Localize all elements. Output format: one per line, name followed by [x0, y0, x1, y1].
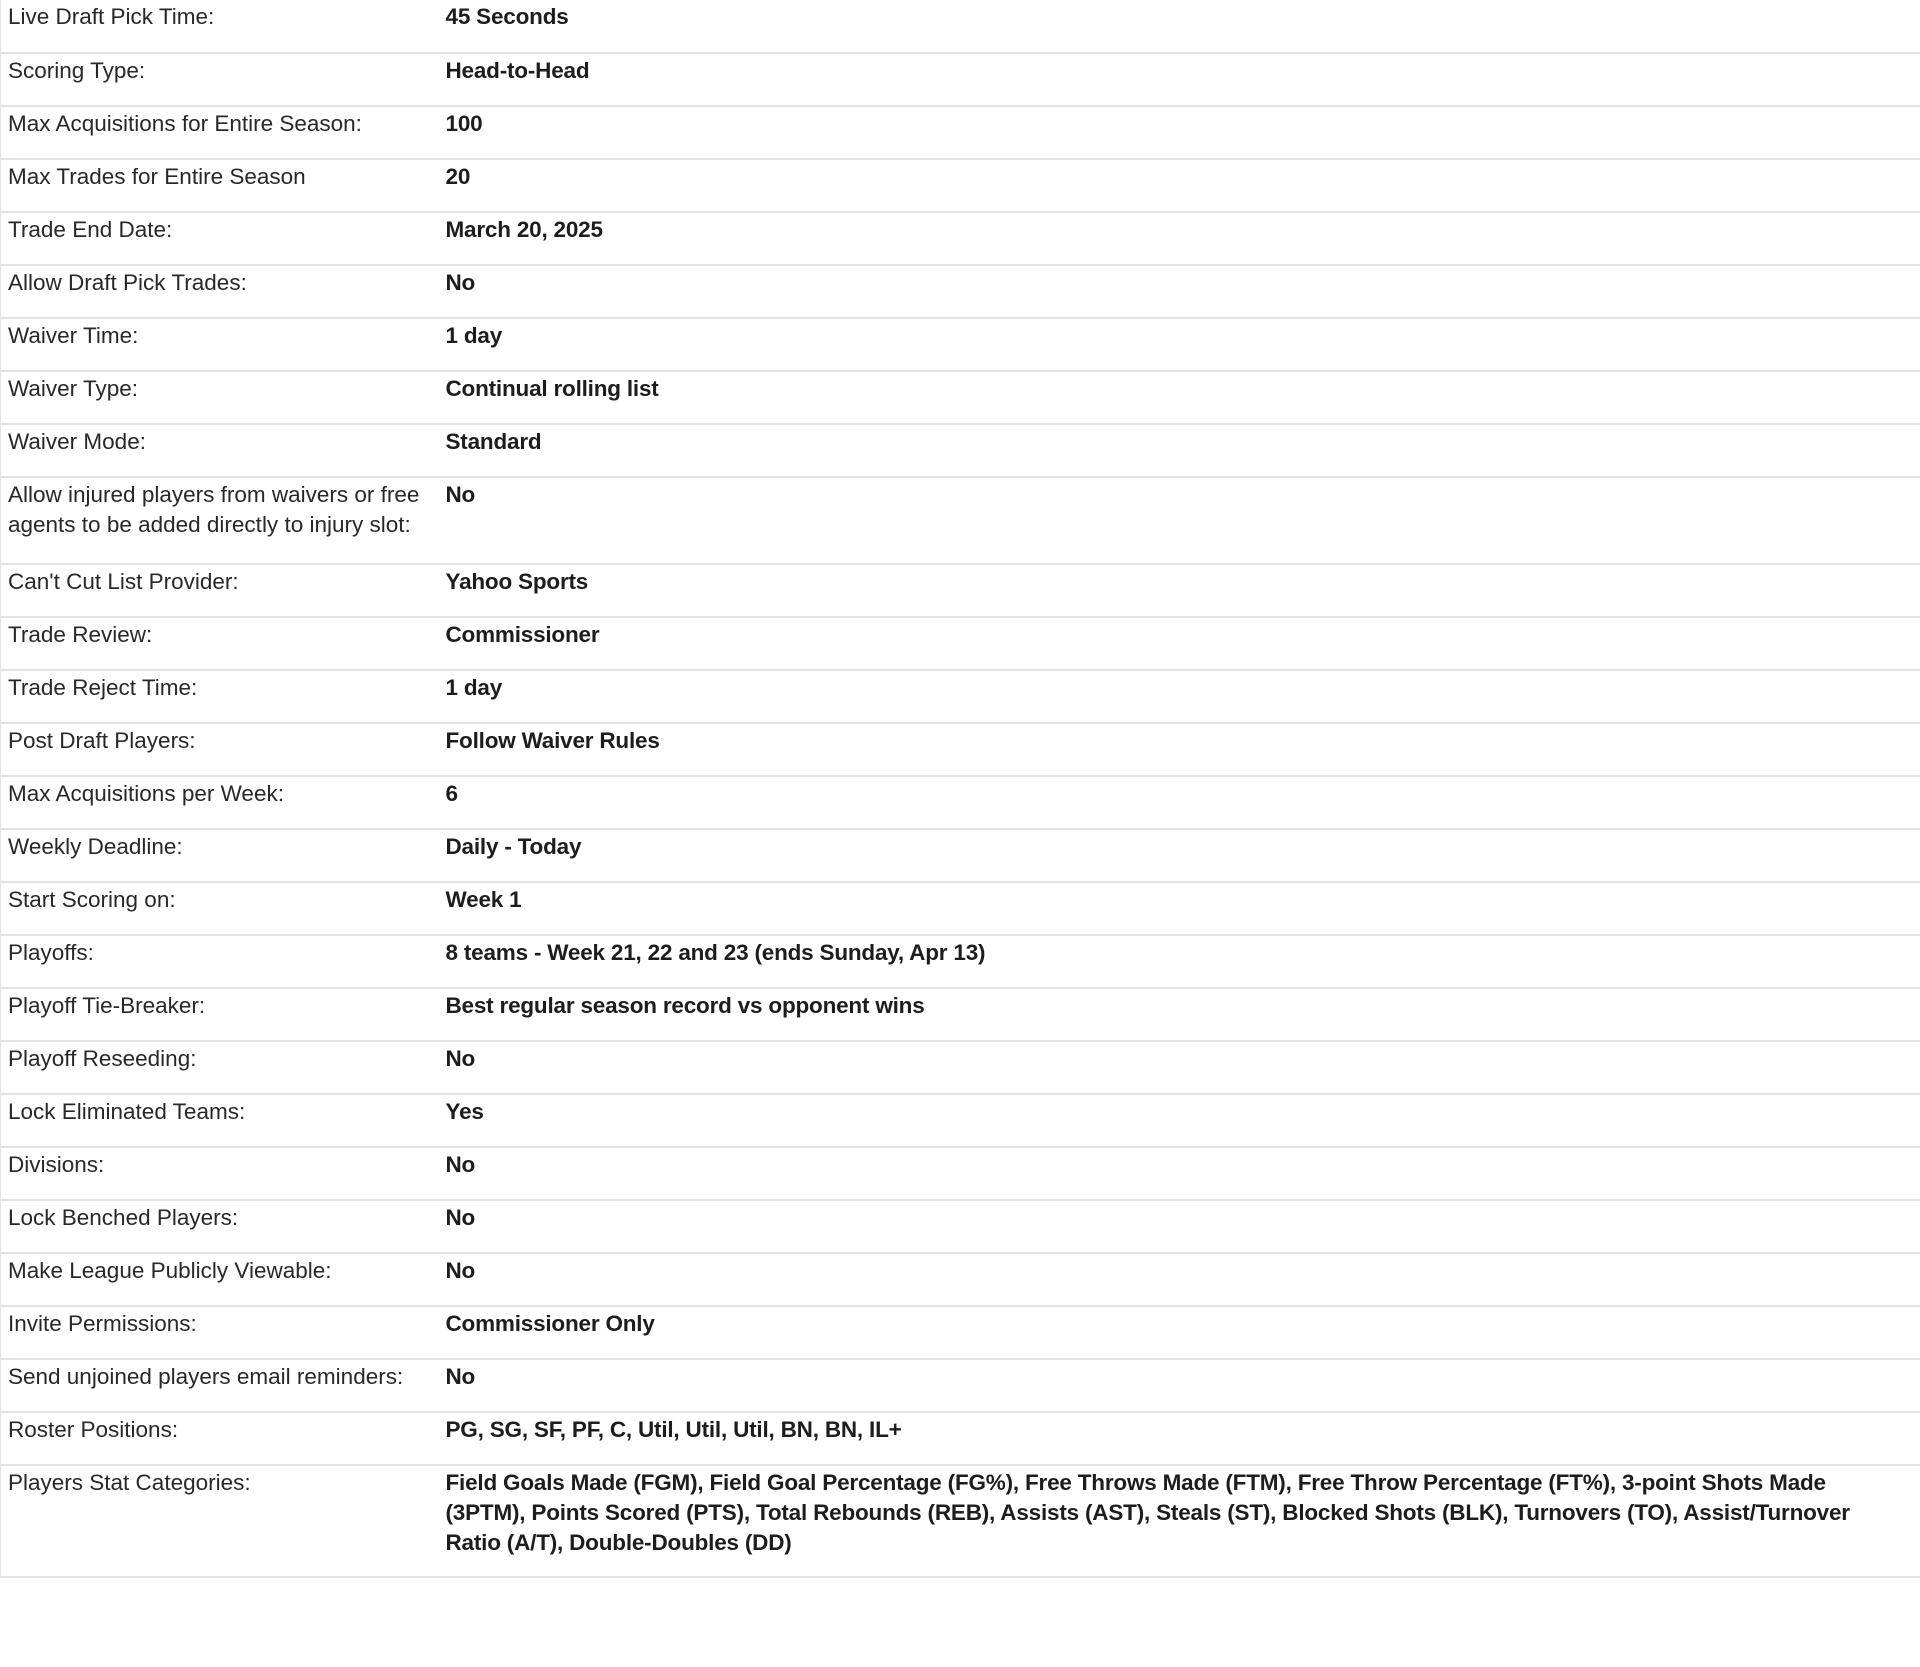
setting-value: Commissioner Only — [445, 1311, 655, 1336]
settings-row — [1, 1200, 1920, 1253]
setting-value: No — [445, 482, 476, 507]
setting-label: Post Draft Players: — [1, 723, 439, 776]
settings-row — [1, 1412, 1920, 1465]
setting-value: Head-to-Head — [445, 58, 590, 83]
setting-label: Waiver Type: — [1, 371, 439, 424]
setting-label: Waiver Time: — [1, 318, 439, 371]
settings-row — [1, 617, 1920, 670]
league-settings-body — [1, 0, 1920, 1577]
setting-value: 20 — [445, 164, 471, 189]
settings-row — [1, 935, 1920, 988]
settings-row — [1, 106, 1920, 159]
settings-row — [1, 1306, 1920, 1359]
setting-label: Playoff Reseeding: — [1, 1041, 439, 1094]
setting-value: Yahoo Sports — [445, 569, 589, 594]
settings-row — [1, 776, 1920, 829]
setting-value: 1 day — [445, 323, 503, 348]
setting-value: Continual rolling list — [445, 376, 659, 401]
setting-label: Live Draft Pick Time: — [1, 0, 439, 53]
setting-label: Allow Draft Pick Trades: — [1, 265, 439, 318]
settings-row — [1, 882, 1920, 935]
setting-label: Playoffs: — [1, 935, 439, 988]
setting-label: Send unjoined players email reminders: — [1, 1359, 439, 1412]
setting-label: Start Scoring on: — [1, 882, 439, 935]
settings-row — [1, 829, 1920, 882]
setting-value: Commissioner — [445, 622, 600, 647]
setting-value: No — [445, 1364, 476, 1389]
setting-label: Players Stat Categories: — [1, 1465, 439, 1577]
settings-row — [1, 564, 1920, 617]
settings-row — [1, 212, 1920, 265]
setting-value: 1 day — [445, 675, 503, 700]
setting-value: Standard — [445, 429, 542, 454]
setting-label: Trade End Date: — [1, 212, 439, 265]
setting-value: PG, SG, SF, PF, C, Util, Util, Util, BN, BN, IL+ — [445, 1417, 902, 1442]
setting-label: Max Trades for Entire Season — [1, 159, 439, 212]
settings-row — [1, 1359, 1920, 1412]
setting-label: Playoff Tie-Breaker: — [1, 988, 439, 1041]
setting-value: 6 — [445, 781, 458, 806]
settings-row — [1, 723, 1920, 776]
setting-value: No — [445, 1205, 476, 1230]
setting-label: Lock Benched Players: — [1, 1200, 439, 1253]
setting-value: Best regular season record vs opponent wins — [445, 993, 925, 1018]
setting-label: Trade Review: — [1, 617, 439, 670]
settings-row — [1, 477, 1920, 564]
setting-label: Lock Eliminated Teams: — [1, 1094, 439, 1147]
settings-row — [1, 371, 1920, 424]
settings-row — [1, 265, 1920, 318]
setting-value: March 20, 2025 — [445, 217, 603, 242]
setting-label: Max Acquisitions for Entire Season: — [1, 106, 439, 159]
setting-label: Roster Positions: — [1, 1412, 439, 1465]
setting-value: Field Goals Made (FGM), Field Goal Percentage (FG%), Free Throws Made (FTM), Free Throw Percentage (FT%), 3-point Shots Made (3PTM), Points Scored (PTS), Total Rebounds (REB), Assists (AST), Steals (ST), Blocked Shots (BLK), Turnovers (TO), Assist/Turnover Ratio (A/T), Double-Doubles (DD) — [445, 1470, 1850, 1555]
setting-value: No — [445, 1258, 476, 1283]
settings-row — [1, 53, 1920, 106]
setting-value: Week 1 — [445, 887, 522, 912]
settings-row — [1, 318, 1920, 371]
setting-value: Daily - Today — [445, 834, 582, 859]
setting-value: No — [445, 1152, 476, 1177]
setting-value: 45 Seconds — [445, 4, 569, 29]
settings-row — [1, 988, 1920, 1041]
setting-value: 8 teams - Week 21, 22 and 23 (ends Sunday, Apr 13) — [445, 940, 986, 965]
setting-label: Allow injured players from waivers or free agents to be added directly to injury slot: — [1, 477, 439, 564]
setting-value: No — [445, 1046, 476, 1071]
settings-row — [1, 1147, 1920, 1200]
setting-value: No — [445, 270, 476, 295]
setting-label: Max Acquisitions per Week: — [1, 776, 439, 829]
setting-value: 100 — [445, 111, 483, 136]
settings-row — [1, 0, 1920, 53]
settings-row — [1, 1094, 1920, 1147]
setting-label: Invite Permissions: — [1, 1306, 439, 1359]
setting-label: Divisions: — [1, 1147, 439, 1200]
setting-label: Trade Reject Time: — [1, 670, 439, 723]
setting-value: Follow Waiver Rules — [445, 728, 660, 753]
setting-label: Weekly Deadline: — [1, 829, 439, 882]
setting-label: Scoring Type: — [1, 53, 439, 106]
setting-value: Yes — [445, 1099, 484, 1124]
settings-row — [1, 1465, 1920, 1577]
settings-row — [1, 1041, 1920, 1094]
settings-row — [1, 670, 1920, 723]
settings-row — [1, 159, 1920, 212]
settings-row — [1, 1253, 1920, 1306]
setting-label: Can't Cut List Provider: — [1, 564, 439, 617]
setting-label: Make League Publicly Viewable: — [1, 1253, 439, 1306]
settings-row — [1, 424, 1920, 477]
setting-label: Waiver Mode: — [1, 424, 439, 477]
